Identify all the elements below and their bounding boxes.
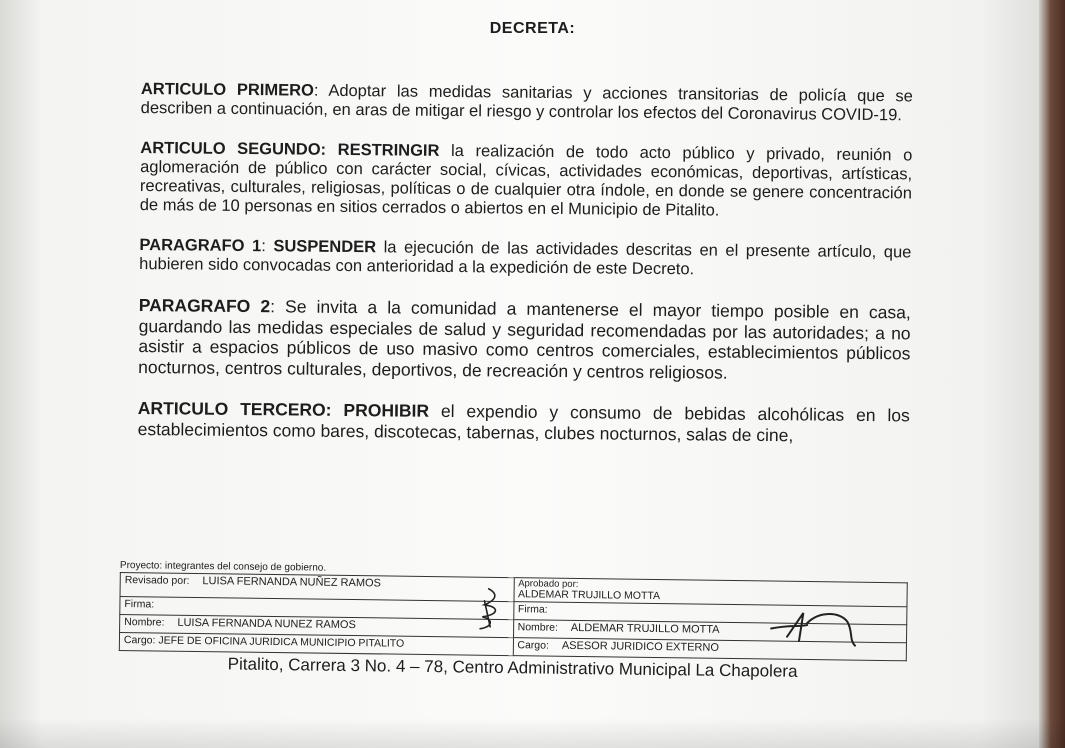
revisado-label: Revisado por:	[124, 574, 190, 587]
approval-footer	[119, 560, 908, 683]
articulo-primero-punct: :	[313, 81, 319, 100]
signature-luisa-icon	[474, 587, 507, 631]
articulo-primero-text: Adoptar las medidas sanitarias y acciones transitorias de policía que se describen a continuación, en aras de mitigar el riesgo y controlar los efectos del Coronavirus COVID-19.	[140, 81, 913, 125]
cargo-left-value: JEFE DE OFICINA JURIDICA MUNICIPIO PITALITO	[158, 634, 405, 650]
cargo-right-value: ASESOR JURIDICO EXTERNO	[561, 639, 719, 654]
document-heading: DECRETA:	[489, 20, 576, 37]
articulo-segundo-title: ARTICULO SEGUNDO: RESTRINGIR	[140, 138, 440, 160]
paragrafo-1-verb: SUSPENDER	[273, 237, 377, 257]
nombre-right-label: Nombre:	[517, 621, 558, 634]
page-bottom-shadow	[0, 718, 1065, 748]
paragrafo-1-title: PARAGRAFO 1	[139, 235, 262, 256]
aprobado-value: ALDEMAR TRUJILLO MOTTA	[518, 588, 661, 603]
firma-right-label: Firma:	[517, 603, 548, 616]
paragrafo-1-punct: :	[261, 237, 274, 256]
aprobado-label: Aprobado por:	[518, 578, 579, 591]
nombre-left-label: Nombre:	[124, 616, 165, 629]
proyecto-line: Proyecto: integrantes del consejo de gobierno.	[119, 560, 327, 574]
page-edge	[1039, 0, 1065, 748]
firma-left-label: Firma:	[124, 598, 155, 611]
articulo-primero	[141, 80, 913, 125]
paragrafo-1-text: la ejecución de las actividades descritas en el presente artículo, que hubieren sido convocadas con anterioridad a la expedición de este Decreto.	[139, 238, 912, 279]
signature-aldemar-icon	[769, 607, 862, 652]
revisado-value: LUISA FERNANDA NUÑEZ RAMOS	[202, 575, 381, 590]
paragrafo-1	[139, 236, 911, 281]
cargo-left-cell	[119, 633, 513, 656]
document-body	[137, 80, 913, 467]
paragrafo-2-title: PARAGRAFO 2	[138, 294, 271, 317]
paragrafo-2-text: Se invita a la comunidad a mantenerse el mayor tiempo posible en casa, guardando las medidas especiales de salud y seguridad recomendadas por las autoridades; a no asistir a espacios públicos de uso masivo como centros comerciales, establecimientos públicos nocturnos, centros culturales, deportivos, de recreación y centros religiosos.	[138, 296, 911, 383]
cargo-right-label: Cargo:	[517, 639, 550, 652]
articulo-tercero-title: ARTICULO TERCERO: PROHIBIR	[137, 397, 430, 421]
nombre-left-value: LUISA FERNANDA NUNEZ RAMOS	[177, 616, 356, 632]
articulo-segundo-text: la realización de todo acto público y privado, reunión o aglomeración de público con carácter social, cívicas, actividades económicas, deportivas, artísticas, recreativas, culturales, religiosas, políticas o de cualquier otra índole, en donde se genere concentración de más de 10 personas en sitios cerrados o abiertos en el Municipio de Pitalito.	[139, 141, 913, 220]
cargo-left-label: Cargo:	[123, 634, 156, 647]
paragrafo-2	[138, 295, 911, 384]
articulo-tercero	[138, 398, 910, 446]
articulo-tercero-text: el expendio y consumo de bebidas alcohólicas en los establecimientos como bares, discotecas, tabernas, clubes nocturnos, salas de cine,	[137, 400, 910, 445]
address-line: Pitalito, Carrera 3 No. 4 – 78, Centro Administrativo Municipal La Chapolera	[227, 654, 798, 681]
articulo-primero-title: ARTICULO PRIMERO	[140, 80, 315, 100]
nombre-right-value: ALDEMAR TRUJILLO MOTTA	[570, 621, 720, 636]
paragrafo-2-punct: :	[270, 296, 276, 317]
articulo-segundo	[140, 139, 913, 222]
